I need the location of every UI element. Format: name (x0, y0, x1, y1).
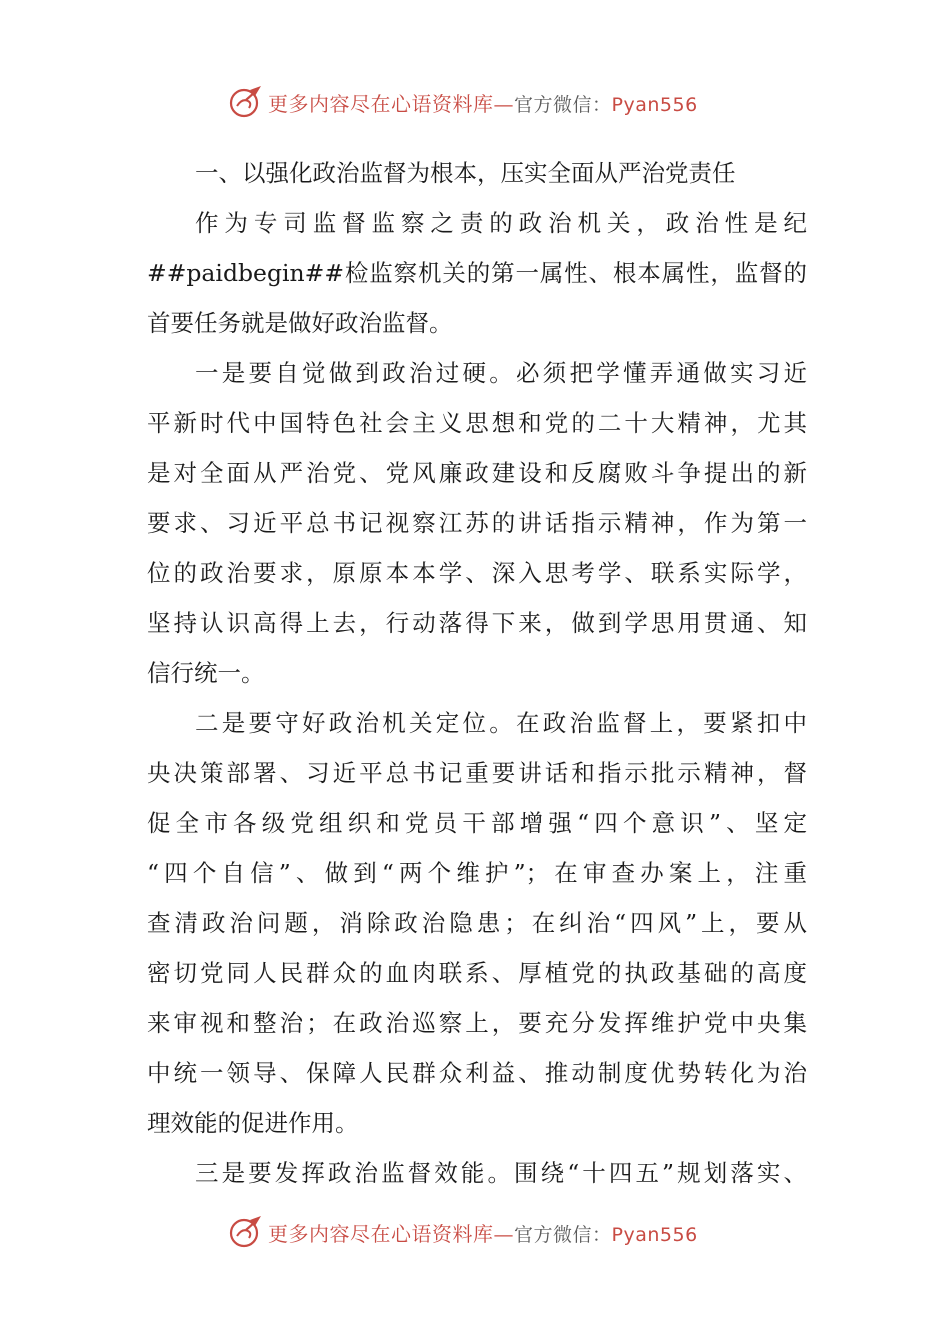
pen-logo-icon (228, 84, 264, 120)
banner-wechat-label: 官方微信： (514, 1223, 612, 1246)
text-line: 央决策部署、习近平总书记重要讲话和指示批示精神，督 (147, 759, 807, 787)
banner-main: 更多内容尽在心语资料库 (268, 1221, 494, 1246)
text-line: 位的政治要求，原原本本学、深入思考学、联系实际学， (147, 559, 807, 587)
text-line: 来审视和整治；在政治巡察上，要充分发挥维护党中央集 (147, 1009, 807, 1037)
text-line: 信行统一。 (147, 659, 265, 687)
text-line: 平新时代中国特色社会主义思想和党的二十大精神，尤其 (147, 409, 807, 437)
paragraph (147, 698, 807, 1148)
text-line: 二是要守好政治机关定位。在政治监督上，要紧扣中 (195, 709, 807, 737)
text-line: 一是要自觉做到政治过硬。必须把学懂弄通做实习近 (195, 359, 807, 387)
pen-logo-icon (228, 1214, 264, 1250)
banner-wechat-label: 官方微信： (514, 93, 612, 116)
text-line: 首要任务就是做好政治监督。 (147, 309, 453, 337)
banner-wechat-id: Pyan556 (611, 1223, 698, 1246)
section-heading (147, 148, 807, 198)
document-body (147, 148, 807, 1198)
banner-dash: — (493, 91, 514, 116)
footer-banner (0, 1212, 950, 1252)
text-line: 促全市各级党组织和党员干部增强“四个意识”、坚定 (147, 809, 807, 837)
text-line: 理效能的促进作用。 (147, 1109, 359, 1137)
paragraph (147, 198, 807, 348)
text-line: 作为专司监督监察之责的政治机关，政治性是纪 (195, 209, 807, 237)
banner-text (268, 1218, 698, 1247)
text-line: 查清政治问题，消除政治隐患；在纠治“四风”上，要从 (147, 909, 807, 937)
paragraph (147, 1148, 807, 1198)
text-line: “四个自信”、做到“两个维护”；在审查办案上，注重 (147, 859, 807, 887)
text-line: 中统一领导、保障人民群众利益、推动制度优势转化为治 (147, 1059, 807, 1087)
text-line: ##paidbegin##检监察机关的第一属性、根本属性，监督的 (147, 259, 807, 287)
text-line: 密切党同人民群众的血肉联系、厚植党的执政基础的高度 (147, 959, 807, 987)
banner-main: 更多内容尽在心语资料库 (268, 91, 494, 116)
text-line: 三是要发挥政治监督效能。围绕“十四五”规划落实、 (195, 1159, 807, 1187)
heading-line: 一、以强化政治监督为根本，压实全面从严治党责任 (195, 159, 736, 187)
paragraph (147, 348, 807, 698)
banner-text (268, 88, 698, 117)
banner-wechat-id: Pyan556 (611, 93, 698, 116)
header-banner (0, 82, 950, 122)
text-line: 坚持认识高得上去，行动落得下来，做到学思用贯通、知 (147, 609, 807, 637)
text-line: 要求、习近平总书记视察江苏的讲话指示精神，作为第一 (147, 509, 807, 537)
banner-dash: — (493, 1221, 514, 1246)
text-line: 是对全面从严治党、党风廉政建设和反腐败斗争提出的新 (147, 459, 807, 487)
